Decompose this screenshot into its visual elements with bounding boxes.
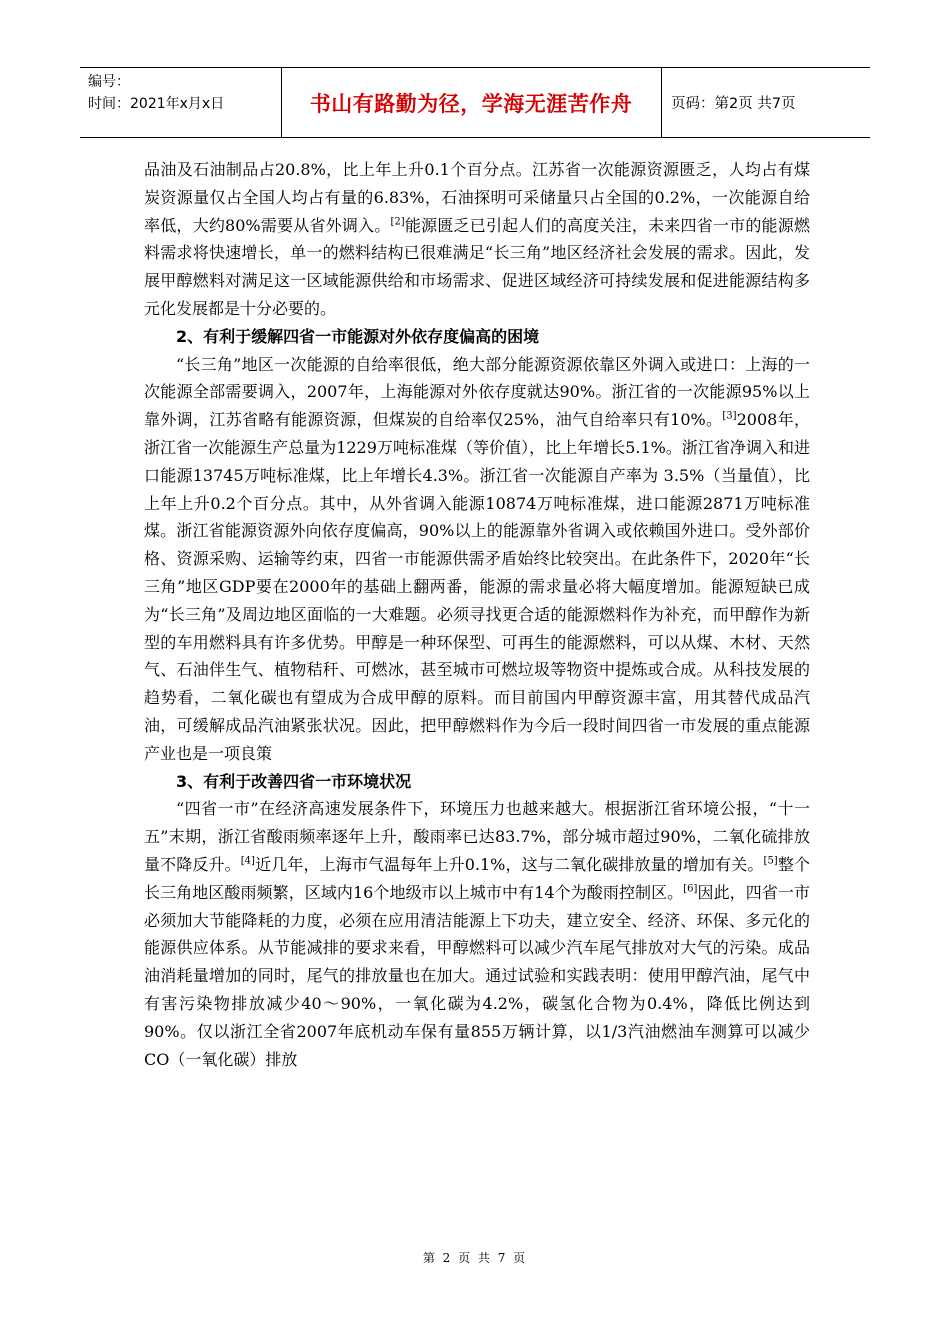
paragraph-text: 整个长三角地区酸雨频繁，区域内16个地级市以上城市中有14个为酸雨控制区。 (144, 854, 810, 902)
section-heading-3: 3、有利于改善四省一市环境状况 (176, 771, 412, 791)
header-page-info: 页码：第2页 共7页 (671, 96, 796, 112)
citation-ref: [6] (683, 883, 698, 895)
paragraph-text: 2008年，浙江省一次能源生产总量为1229万吨标准煤（等价值），比上年增长5.1%。浙江省净调入和进口能源13745万吨标准煤，比上年增长4.3%。浙江省一次能源自产率为 3.5%（当量值），比上年上升0.2个百分点。其中，从外省调入能源10874万吨标准煤，进口能源2871万吨标准煤。浙江省能源资源外向依存度偏高，90%以上的能源靠外省调入或依赖国外进口。受外部价格、资源采购、运输等约束，四省一市能源供需矛盾始终比较突出。在此条件下，2020年“长三角”地区GDP要在2000年的基础上翻两番，能源的需求量必将大幅度增加。能源短缺已成为“长三角”及周边地区面临的一大难题。必须寻找更合适的能源燃料作为补充，而甲醇作为新型的车用燃料具有许多优势。甲醇是一种环保型、可再生的能源燃料，可以从煤、木材、天然气、石油伴生气、植物秸秆、可燃冰，甚至城市可燃垃圾等物资中提炼或合成。从科技发展的趋势看，二氧化碳也有望成为合成甲醇的原料。而目前国内甲醇资源丰富，用其替代成品汽油，可缓解成品汽油紧张状况。因此，把甲醇燃料作为今后一段时间四省一市发展的重点能源产业也是一项良策 (144, 410, 810, 763)
paragraph-energy-dependence (144, 351, 810, 768)
paragraph-text: 近几年，上海市气温每年上升0.1%，这与二氧化碳排放量的增加有关。 (254, 854, 764, 874)
document-body (144, 156, 810, 1073)
paragraph-continued (144, 156, 810, 323)
paragraph-text: 能源匮乏已引起人们的高度关注，未来四省一市的能源燃料需求将快速增长，单一的燃料结构已很难满足“长三角”地区经济社会发展的需求。因此，发展甲醇燃料对满足这一区域能源供给和市场需求、促进区域经济可持续发展和促进能源结构多元化发展都是十分必要的。 (144, 215, 810, 318)
page-header (80, 67, 870, 138)
citation-ref: [2] (390, 216, 405, 228)
header-divider-right (661, 68, 662, 137)
paragraph-text: 因此，四省一市必须加大节能降耗的力度，必须在应用清洁能源上下功夫，建立安全、经济、环保、多元化的能源供应体系。从节能减排的要求来看，甲醇燃料可以减少汽车尾气排放对大气的污染。成品油消耗量增加的同时，尾气的排放量也在加大。通过试验和实践表明：使用甲醇汽油，尾气中有害污染物排放减少40～90%，一氧化碳为4.2%，碳氢化合物为0.4%，降低比例达到90%。仅以浙江全省2007年底机动车保有量855万辆计算，以1/3汽油燃油车测算可以减少CO（一氧化碳）排放 (144, 882, 810, 1069)
citation-ref: [4] (240, 855, 255, 867)
paragraph-text: “长三角”地区一次能源的自给率很低，绝大部分能源资源依靠区外调入或进口：上海的一次能源全部需要调入，2007年，上海能源对外依存度就达90%。浙江省的一次能源95%以上靠外调，江苏省略有能源资源，但煤炭的自给率仅25%，油气自给率只有10%。 (144, 354, 810, 430)
header-motto: 书山有路勤为径，学海无涯苦作舟 (309, 91, 633, 116)
citation-ref: [3] (722, 410, 737, 422)
header-left (88, 71, 224, 115)
section-heading-2: 2、有利于缓解四省一市能源对外依存度偏高的困境 (176, 326, 540, 346)
paragraph-text: 品油及石油制品占20.8%，比上年上升0.1个百分点。江苏省一次能源资源匮乏，人均占有煤炭资源量仅占全国人均占有量的6.83%，石油探明可采储量只占全国的0.2%，一次能源自给率低，大约80%需要从省外调入。 (144, 160, 810, 235)
document-number-label: 编号： (88, 74, 130, 90)
paragraph-environment (144, 795, 810, 1073)
document-time-label: 时间：2021年x月x日 (88, 96, 225, 112)
paragraph-text: “四省一市”在经济高速发展条件下，环境压力也越来越大。根据浙江省环境公报，“十一五”末期，浙江省酸雨频率逐年上升，酸雨率已达83.7%，部分城市超过90%，二氧化硫排放量不降反升。 (144, 799, 810, 874)
page-footer: 第 2 页 共 7 页 (422, 1251, 528, 1265)
citation-ref: [5] (763, 855, 778, 867)
